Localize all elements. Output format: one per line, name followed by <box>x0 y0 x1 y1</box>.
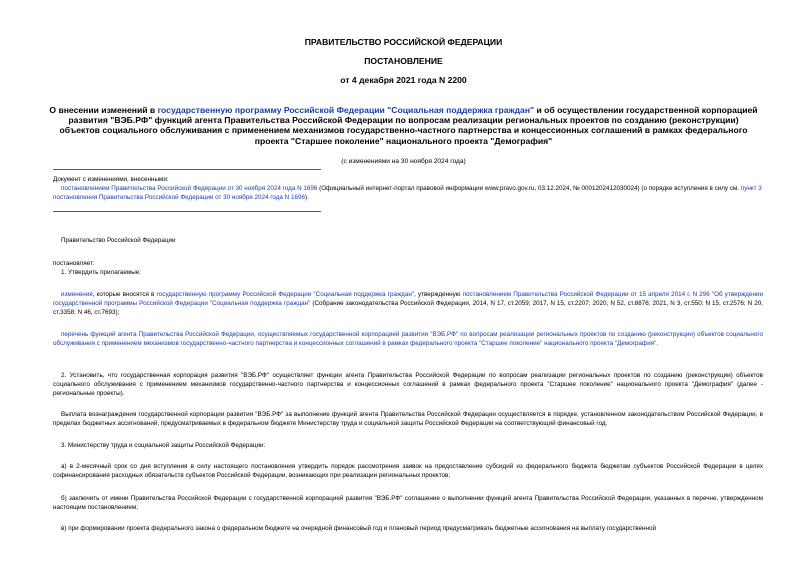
document-title <box>48 105 759 146</box>
decree-296-link[interactable]: постановлением Правительства Российской Федерации от 15 апреля 2014 г. N 296 "Об утверждении государственной программы Российской Федерации "Социальная поддержка граждан" <box>53 291 763 308</box>
amendments-top-divider <box>53 169 321 170</box>
amendments-heading: Документ с изменениями, внесенными: <box>53 176 169 183</box>
functions-list-link[interactable]: перечень функций агента Правительства Российской Федерации, осуществляемых государственной корпорацией развития "ВЭБ.РФ" по вопросам реализации региональных проектов по созданию (реконструкции) объектов социального обслуживания с применением механизмов государственно-частного партнерства и концессионных соглашений в рамках федерального проекта "Старшее поколение" национального проекта "Демография" <box>53 331 763 348</box>
amendment-clause-link[interactable]: пункт 3 постановления Правительства Российской Федерации от 30 ноября 2024 года N 1696 <box>53 185 762 202</box>
edition-note: (с изменениями на 30 ноября 2024 года) <box>341 158 466 165</box>
amendment-end: ). <box>304 194 309 202</box>
item-3: 3. Министерству труда и социальной защиты Российской Федерации: <box>61 442 266 449</box>
item-1: 1. Утвердить прилагаемые: <box>61 269 141 276</box>
title-program-link[interactable]: государственную программу Российской Федерации "Социальная поддержка граждан" <box>157 105 535 115</box>
government-heading: ПРАВИТЕЛЬСТВО РОССИЙСКОЙ ФЕДЕРАЦИИ <box>304 37 503 47</box>
text-span: (Собрание законодательства Российской Федерации, 2014, N 17, ст.2059; 2017, N 15, ст.2207; 2020, N 52, ст.8876; 2021, N 3, ст.550; N 15, ст.2576; N 20, ст.3358; N 46, ст.7693); <box>53 300 763 317</box>
amendment-decree-link[interactable]: постановлением Правительства Российской Федерации от 30 ноября 2024 года N 1696 <box>61 185 318 192</box>
issuer: Правительство Российской Федерации <box>61 237 176 244</box>
document-type: ПОСТАНОВЛЕНИЕ <box>364 56 443 66</box>
text-span: , утвержденную <box>414 291 463 298</box>
title-text-rest: и об осуществлении государственной корпорацией развития "ВЭБ.РФ" функций агента Правительства Российской Федерации по вопросам реализации региональных проектов по созданию (реконструкции) объектов социального обслуживания с применением механизмов государственно-частного партнерства и концессионных соглашений в рамках федерального проекта "Старшее поколение" национального проекта "Демография" <box>59 105 758 146</box>
amendments-bottom-divider <box>53 211 321 212</box>
item-3b: б) заключить от имени Правительства Российской Федерации с государственной корпорацией развития "ВЭБ.РФ" соглашение о выполнении функций агента Правительства Российской Федерации, указанных в перечне, утвержденном настоящим постановлением; <box>53 495 763 512</box>
item-2: 2. Установить, что государственная корпорация развития "ВЭБ.РФ" осуществляет функции агента Правительства Российской Федерации по вопросам реализации региональных проектов по созданию (реконструкции) объектов социального обслуживания с применением механизмов государственно-частного партнерства и концессионных соглашений в рамках федерального проекта "Старшее поколение" национального проекта "Демография" (далее - региональные проекты). <box>53 372 763 398</box>
changes-link[interactable]: изменения <box>61 291 93 298</box>
text-span: , которые вносятся в <box>92 291 157 298</box>
paragraph-functions-list <box>53 330 763 348</box>
decrees-word: постановляет: <box>53 260 95 267</box>
text-span: . <box>656 340 659 348</box>
paragraph-changes <box>53 290 763 318</box>
amendments-text <box>53 184 763 202</box>
item-3c: в) при формировании проекта федерального закона о федеральном бюджете на очередной финансовый год и плановый период предусматривать бюджетные ассигнования на выплату государственной <box>61 525 656 532</box>
item-3a: а) в 2-месячный срок со дня вступления в силу настоящего постановления утвердить порядок рассмотрения заявок на предоставление субсидий из федерального бюджета бюджетам субъектов Российской Федерации в целях софинансирования расходных обязательств субъектов Российской Федерации, возникающих при реализации региональных проектов; <box>53 463 763 480</box>
document-date-number: от 4 декабря 2021 года N 2200 <box>340 75 467 85</box>
title-text: О внесении изменений в <box>49 105 158 115</box>
program-link[interactable]: государственную программу Российской Федерации "Социальная поддержка граждан" <box>156 291 415 298</box>
amendment-source: (Официальный интернет-портал правовой информации www.pravo.gov.ru, 03.12.2024, № 0001202412030024) (о порядке вступления в силу см. <box>317 185 741 192</box>
paragraph-payment: Выплата вознаграждения государственной корпорации развития "ВЭБ.РФ" за выполнение функций агента Правительства Российской Федерации осуществляется в порядке, установленном законодательством Российской Федерации, в пределах бюджетных ассигнований, предусматриваемых в федеральном бюджете Министерству труда и социальной защиты Российской Федерации на соответствующий финансовый год. <box>53 411 763 428</box>
